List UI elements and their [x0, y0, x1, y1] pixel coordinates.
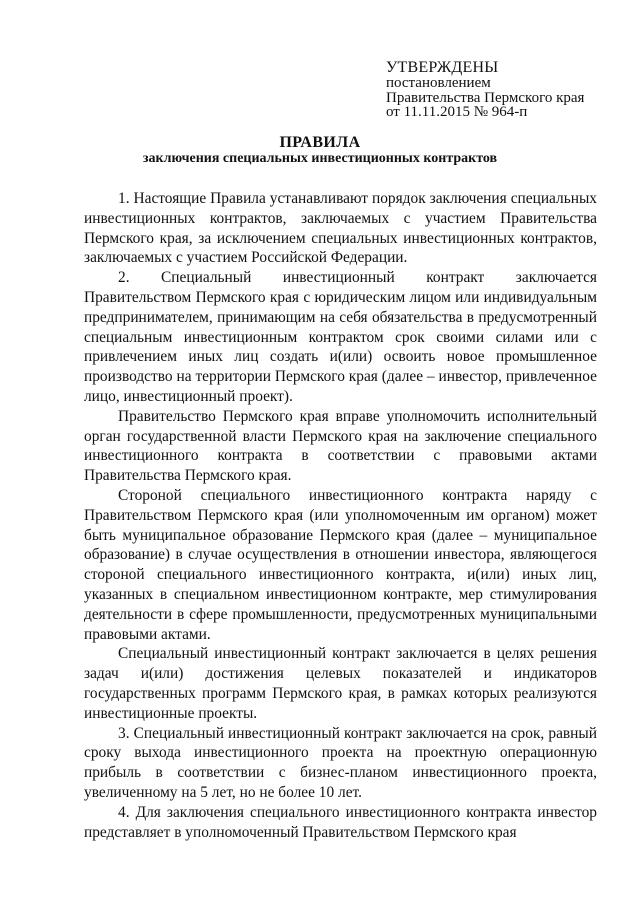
approval-heading: УТВЕРЖДЕНЫ [386, 59, 499, 76]
paragraph: 1. Настоящие Правила устанавливают порядок заключения специальных инвестиционных контрактов, заключаемых с участием Правительства Пермского края, за исключением специальных инвестиционных контрактов, заключаемых с участием Российской Федерации. [84, 190, 597, 267]
paragraph: Специальный инвестиционный контракт заключается в целях решения задач и(или) достижения целевых показателей и индикаторов государственных программ Пермского края, в рамках которых реализуются инвестиционные проекты. [84, 645, 597, 722]
paragraph: Стороной специального инвестиционного контракта наряду с Правительством Пермского края (или уполномоченным им органом) может быть муниципальное образование Пермского края (далее – муниципальное образование) в случае осуществления в отношении инвестора, являющегося стороной специального инвестиционного контракта, и(или) иных лиц, указанных в специальном инвестиционном контракте, мер стимулирования деятельности в сфере промышленности, предусмотренных муниципальными правовыми актами. [84, 486, 597, 643]
document-title: ПРАВИЛА [279, 134, 361, 151]
paragraph: 3. Специальный инвестиционный контракт заключается на срок, равный сроку выхода инвестиционного проекта на проектную операционную прибыль в соответствии с бизнес-планом инвестиционного проекта, увеличенному на 5 лет, но не более 10 лет. [84, 724, 597, 801]
paragraph: Правительство Пермского края вправе уполномочить исполнительный орган государственной власти Пермского края на заключение специального инвестиционного контракта в соответствии с правовыми актами Правительства Пермского края. [84, 407, 597, 485]
document-subtitle: заключения специальных инвестиционных контрактов [142, 151, 498, 166]
document-body [84, 189, 597, 842]
paragraph: 2. Специальный инвестиционный контракт заключается Правительством Пермского края с юридическим лицом или индивидуальным предпринимателем, принимающим на себя обязательства в предусмотренный специальным инвестиционным контрактом срок своими силами или с привлечением иных лиц создать и(или) освоить новое промышленное производство на территории Пермского края (далее – инвестор, привлеченное лицо, инвестиционный проект). [84, 269, 597, 405]
approval-line: Правительства Пермского края [386, 89, 585, 106]
approval-line: от 11.11.2015 № 964-п [386, 104, 528, 120]
approval-stamp [386, 60, 626, 120]
approval-line: постановлением [386, 75, 491, 91]
paragraph: 4. Для заключения специального инвестиционного контракта инвестор представляет в уполномоченный Правительством Пермского края [84, 803, 597, 841]
